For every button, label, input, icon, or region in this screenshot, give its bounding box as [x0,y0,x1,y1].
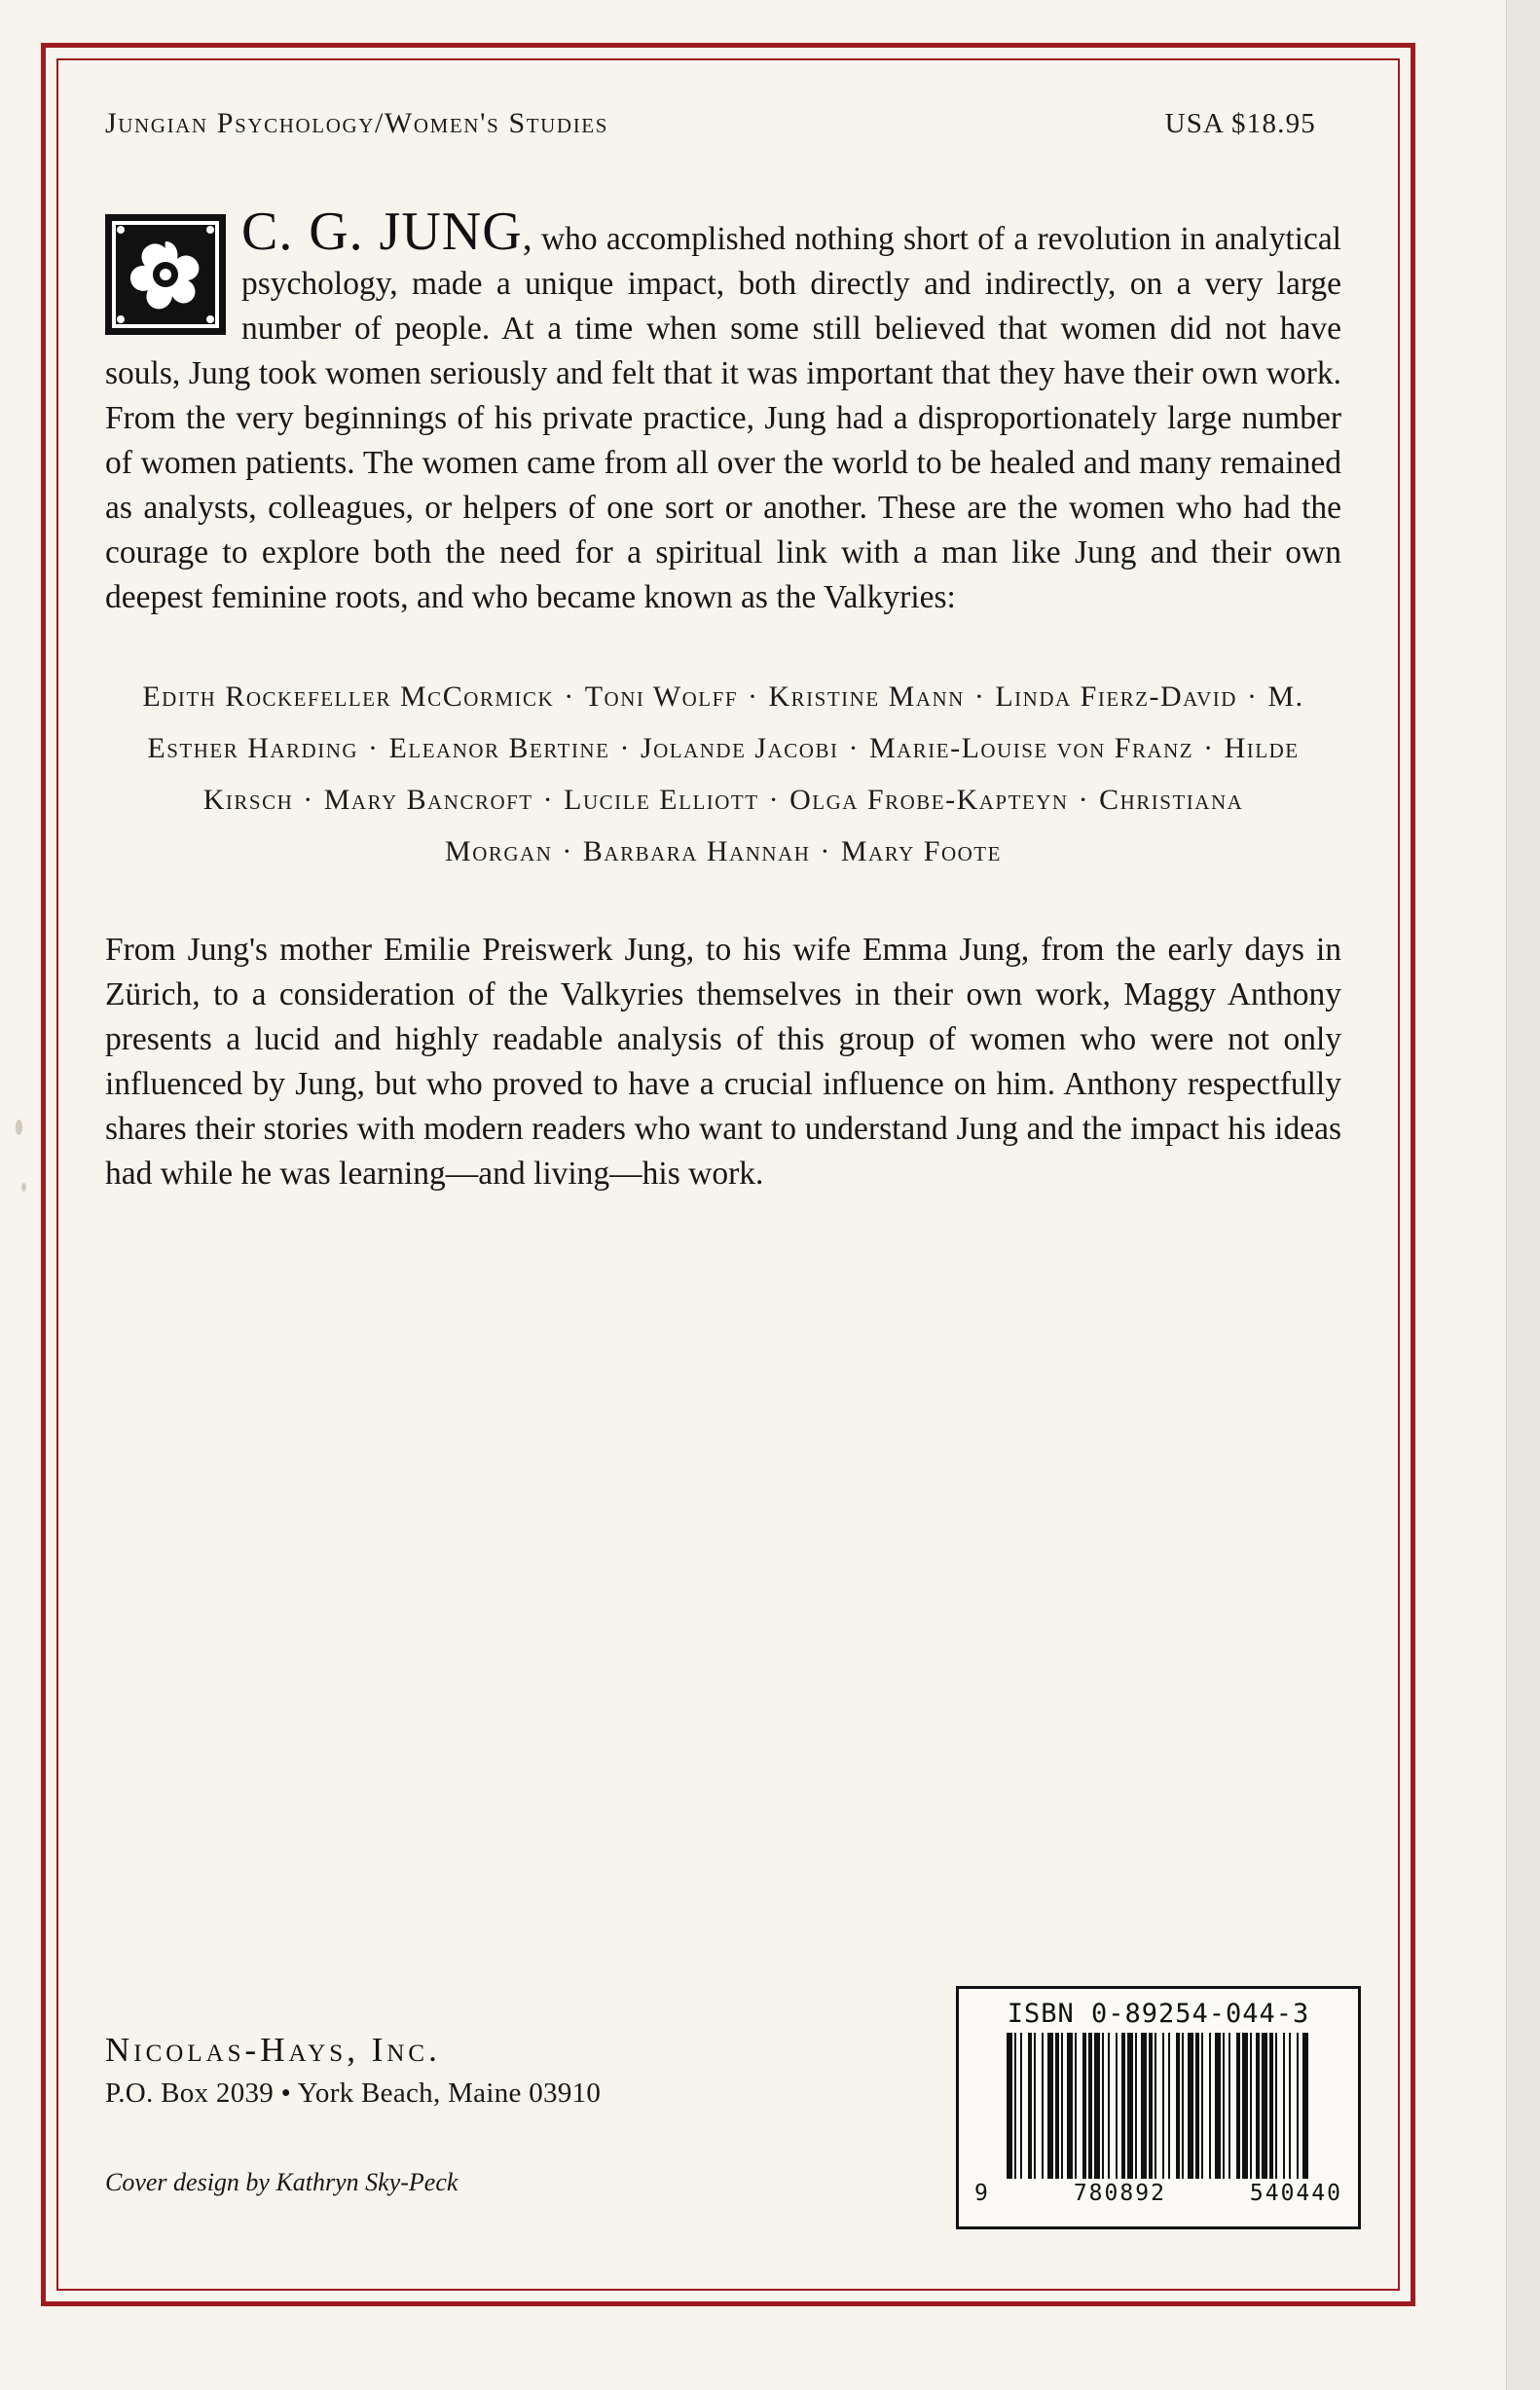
barcode-left-digit: 9 [974,2181,990,2206]
name-separator-dot: · [303,784,314,816]
valkyrie-name: Eleanor Bertine [388,732,610,764]
price-label: USA $18.95 [1164,108,1316,139]
name-separator-dot: · [542,784,555,816]
name-separator-dot: · [973,680,986,713]
valkyrie-name: Olga Frobe-Kapteyn [789,784,1069,816]
valkyrie-name: Kristine Mann [768,680,965,713]
valkyrie-name: Jolande Jacobi [640,732,839,764]
name-separator-dot: · [748,680,759,713]
valkyrie-name: Toni Wolff [584,680,738,713]
barcode-digits [972,2179,1344,2206]
valkyries-name-list [105,671,1341,877]
valkyrie-name: Hilde Kirsch [202,732,1300,816]
publisher-block [105,1986,601,2197]
cover-content [105,107,1353,1196]
name-separator-dot: · [564,680,575,713]
valkyrie-name: Christiana Morgan [445,784,1244,867]
header-row [105,107,1341,140]
valkyrie-name: Mary Bancroft [323,784,533,816]
valkyrie-name: M. Esther Harding [147,680,1304,764]
lead-comma: , [522,214,532,258]
name-separator-dot: · [1203,732,1215,764]
scan-speck [16,1120,22,1135]
barcode-group-2: 540440 [1249,2181,1342,2206]
scan-speck [21,1183,26,1192]
name-separator-dot: · [368,732,380,764]
valkyrie-name: Mary Foote [840,835,1002,867]
scan-right-edge [1506,0,1540,2390]
floral-ornament-icon [105,214,226,335]
cover-design-credit: Cover design by Kathryn Sky-Peck [105,2168,458,2196]
barcode-block [956,1986,1361,2229]
footer-row [105,1986,1361,2229]
barcode-bars [972,2033,1344,2179]
blurb-paragraph [105,204,1341,620]
category-label: Jungian Psychology/Women's Studies [105,107,608,139]
valkyrie-name: Linda Fierz-David [995,680,1237,713]
barcode-group-1: 780892 [1073,2181,1166,2206]
valkyrie-name: Marie-Louise von Franz [868,732,1194,764]
description-paragraph: From Jung's mother Emilie Preiswerk Jung, to his wife Emma Jung, from the early days in Zürich, to a consideration of the Valkyries themselves in their own work, Maggy Anthony presents a lucid and highly readable analysis of this group of women who were not only influenced by Jung, but who proved to have a crucial influence on him. Anthony respectfully shares their stories with modern readers who want to understand Jung and the impact his ideas had while he was learning—and living—his work. [105,932,1341,1192]
name-separator-dot: · [820,835,831,867]
valkyrie-name: Lucile Elliott [564,784,759,816]
name-separator-dot: · [619,732,631,764]
publisher-address: P.O. Box 2039 • York Beach, Maine 03910 [105,2077,602,2109]
blurb-text: who accomplished nothing short of a revolution in analytical psychology, made a unique impact, both directly and indirectly, on a very large number of people. At a time when some still believed that women did not have souls, Jung took women seriously and felt that it was important that they have their own work. From the very beginnings of his private practice, Jung had a disproportionately large number of women patients. The women came from all over the world to be healed and many remained as analysts, colleagues, or helpers of one sort or another. These are the women who had the courage to explore both the need for a spiritual link with a man like Jung and their own deepest feminine roots, and who became known as the Valkyries: [105,221,1341,615]
isbn-label: ISBN 0-89254-044-3 [1007,1999,1310,2029]
valkyrie-name: Edith Rockefeller McCormick [142,680,555,713]
name-separator-dot: · [1246,680,1259,713]
valkyrie-name: Barbara Hannah [582,835,811,867]
lead-author-name: C. G. JUNG [241,202,523,262]
name-separator-dot: · [848,732,860,764]
name-separator-dot: · [768,784,781,816]
name-separator-dot: · [562,835,573,867]
name-separator-dot: · [1078,784,1090,816]
publisher-name: Nicolas-Hays, Inc. [105,2031,441,2069]
